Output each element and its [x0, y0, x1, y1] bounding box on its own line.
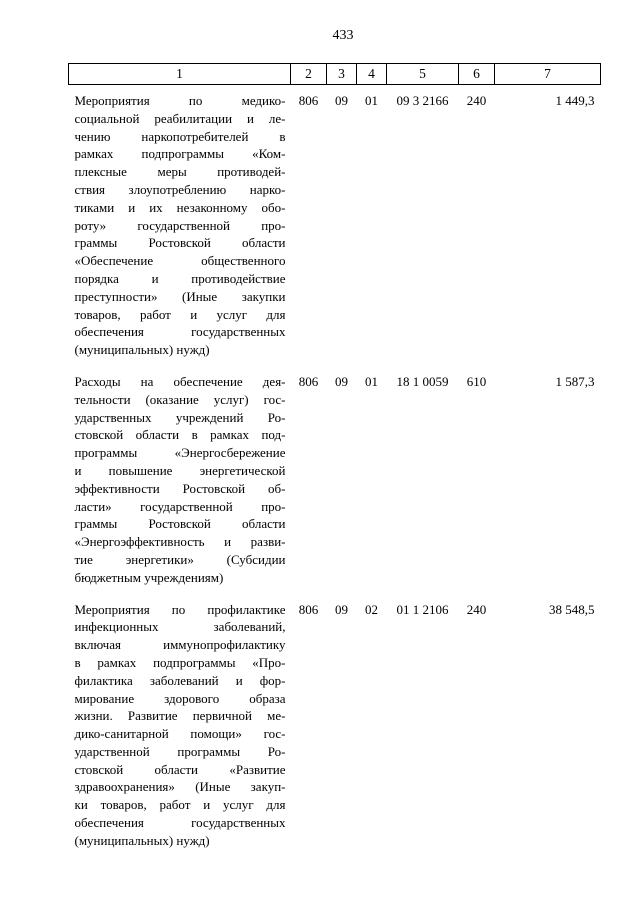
row-code-section: 09	[335, 93, 348, 108]
budget-table	[68, 63, 601, 850]
description-line: товаров, работ и услуг для	[74, 306, 286, 322]
row-code-ministry: 806	[298, 373, 319, 389]
table-row	[69, 373, 601, 587]
description-line: программы «Энергосбережение	[74, 445, 286, 461]
description-line: ки товаров, работ и услуг для	[74, 797, 286, 813]
description-line: Расходы на обеспечение дея-	[74, 373, 286, 389]
row-code-section: 09	[335, 601, 348, 617]
row-code-subsection: 01	[365, 93, 378, 108]
description-line: жизни. Развитие первичной ме-	[74, 708, 286, 724]
description-line: преступности» (Иные закупки	[74, 288, 286, 304]
row-code-section: 09	[335, 373, 348, 389]
description-line: тельности (оказание услуг) гос-	[74, 391, 286, 407]
header-row	[69, 64, 601, 85]
description-line: роту» государственной про-	[74, 217, 286, 233]
description-line: эффективности Ростовской об-	[74, 480, 286, 496]
description-line: тие энергетики» (Субсидии	[74, 551, 286, 567]
description-line: филактика заболеваний и фор-	[74, 672, 286, 688]
row-code-target: 01 1 2106	[396, 601, 449, 617]
row-amount: 1 587,3	[555, 373, 595, 389]
header-col-6: 6	[459, 64, 495, 85]
row-code-subsection: 01	[365, 373, 378, 389]
row-description	[69, 601, 291, 850]
row-code-expense-type: 240	[466, 93, 487, 108]
description-line: Мероприятия по медико-	[74, 93, 286, 108]
description-line: (муниципальных) нужд)	[74, 832, 210, 848]
row-spacer	[69, 359, 601, 373]
row-spacer-cell	[69, 85, 601, 93]
description-line: дико-санитарной помощи» гос-	[74, 726, 286, 742]
description-line: в рамках подпрограммы «Про-	[74, 654, 286, 670]
description-line: плексные меры противодей-	[74, 164, 286, 180]
row-code-subsection: 02	[365, 601, 378, 617]
row-code-target: 18 1 0059	[396, 373, 449, 389]
description-line: ударственных учреждений Ро-	[74, 409, 286, 425]
header-col-3: 3	[327, 64, 357, 85]
description-line: порядка и противодействие	[74, 270, 286, 286]
row-code-target: 09 3 2166	[396, 93, 449, 108]
row-spacer	[69, 85, 601, 93]
header-col-5: 5	[387, 64, 459, 85]
header-col-4: 4	[357, 64, 387, 85]
description-line: ласти» государственной про-	[74, 498, 286, 514]
description-line: (муниципальных) нужд)	[74, 342, 210, 358]
description-line: и повышение энергетической	[74, 462, 286, 478]
description-line: «Обеспечение общественного	[74, 253, 286, 269]
description-line: бюджетным учреждениям)	[74, 569, 224, 585]
description-line: социальной реабилитации и ле-	[74, 110, 286, 126]
page-number: 433	[332, 28, 354, 43]
description-line: Мероприятия по профилактике	[74, 601, 286, 617]
header-col-7: 7	[495, 64, 601, 85]
table-body	[69, 85, 601, 850]
row-spacer	[69, 587, 601, 601]
description-line: рамках подпрограммы «Ком-	[74, 146, 286, 162]
description-line: включая иммунопрофилактику	[74, 637, 286, 653]
description-line: стовской области «Развитие	[74, 761, 286, 777]
description-line: ударственной программы Ро-	[74, 743, 286, 759]
row-spacer-cell	[69, 587, 601, 601]
row-code-expense-type: 240	[466, 601, 487, 617]
row-spacer-cell	[69, 359, 601, 373]
description-line: тиками и их незаконному обо-	[74, 199, 286, 215]
description-line: ствия злоупотреблению нарко-	[74, 181, 286, 197]
row-code-ministry: 806	[298, 601, 319, 617]
description-line: граммы Ростовской области	[74, 235, 286, 251]
description-line: чению наркопотребителей в	[74, 128, 286, 144]
description-line: «Энергоэффективность и разви-	[74, 534, 286, 550]
description-line: граммы Ростовской области	[74, 516, 286, 532]
header-col-2: 2	[291, 64, 327, 85]
description-line: обеспечения государственных	[74, 324, 286, 340]
row-amount: 1 449,3	[555, 93, 595, 108]
table-header	[69, 64, 601, 85]
table-row	[69, 601, 601, 850]
row-code-ministry: 806	[298, 93, 319, 108]
row-description	[69, 373, 291, 587]
description-line: здравоохранения» (Иные закуп-	[74, 779, 286, 795]
header-col-1: 1	[69, 64, 291, 85]
table-row	[69, 92, 601, 359]
description-line: инфекционных заболеваний,	[74, 619, 286, 635]
description-line: обеспечения государственных	[74, 815, 286, 831]
description-line: стовской области в рамках под-	[74, 427, 286, 443]
row-description	[69, 92, 291, 359]
row-amount: 38 548,5	[549, 601, 595, 617]
description-line: мирование здорового образа	[74, 690, 286, 706]
row-code-expense-type: 610	[466, 373, 487, 389]
